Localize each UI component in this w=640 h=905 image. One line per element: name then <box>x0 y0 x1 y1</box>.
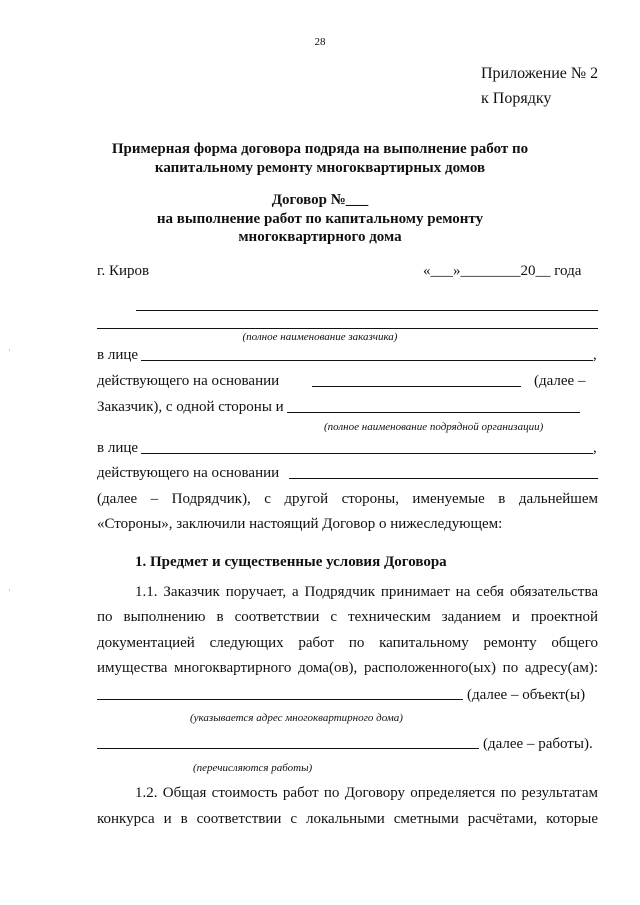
contract-number: Договор №___ <box>271 192 369 208</box>
contract-date: «___»________20__ года <box>423 263 582 279</box>
works-line <box>97 748 479 749</box>
customer-name-line-2 <box>97 328 598 329</box>
address-line <box>97 699 463 700</box>
contractor-caption: (полное наименование подрядной организации) <box>324 421 544 433</box>
representative-line-2 <box>141 453 593 454</box>
in-person-label-2: в лице <box>97 440 139 456</box>
scan-mark: · <box>8 585 11 595</box>
contract-title-line-2: на выполнение работ по капитальному ремонту <box>156 211 484 227</box>
form-title-line-1: Примерная форма договора подряда на выполнение работ по <box>111 141 529 157</box>
object-suffix: (далее – объект(ы) <box>467 687 586 703</box>
works-caption: (перечисляются работы) <box>193 762 313 774</box>
clause-1-2-line-2: конкурса и в соответствии с локальными сметными расчётами, которые <box>97 811 598 827</box>
form-title-line-2: капитальному ремонту многоквартирных домов <box>154 160 486 176</box>
page-number: 28 <box>314 36 326 48</box>
customer-name-line-1 <box>136 310 598 311</box>
acting-basis-label: действующего на основании <box>97 373 280 389</box>
clause-1-1-line-2: по выполнению в соответствии с техническим заданием и проектной <box>97 609 598 625</box>
in-person-label: в лице <box>97 347 139 363</box>
comma: , <box>593 347 597 363</box>
concluded-text: «Стороны», заключили настоящий Договор о нижеследующем: <box>97 516 503 532</box>
scan-mark: · <box>8 345 11 355</box>
clause-1-1-line-1: 1.1. Заказчик поручает, а Подрядчик принимает на себя обязательства <box>135 584 598 600</box>
basis-line <box>312 386 521 387</box>
hereinafter-label: (далее – <box>534 373 586 389</box>
customer-caption: (полное наименование заказчика) <box>242 331 398 343</box>
comma-2: , <box>593 440 597 456</box>
clause-1-2-line-1: 1.2. Общая стоимость работ по Договору определяется по результатам <box>135 785 598 801</box>
basis-line-2 <box>289 478 598 479</box>
appendix-reference: к Порядку <box>481 90 552 107</box>
clause-1-1-line-4: имущества многоквартирного дома(ов), расположенного(ых) по адресу(ам): <box>97 660 598 676</box>
contract-title-line-3: многоквартирного дома <box>238 229 402 245</box>
appendix-number: Приложение № 2 <box>481 65 599 82</box>
contractor-side-text: (далее – Подрядчик), с другой стороны, именуемые в дальнейшем <box>97 491 598 507</box>
city: г. Киров <box>97 263 150 279</box>
representative-line <box>141 360 593 361</box>
clause-1-1-line-3: документацией следующих работ по капитальному ремонту общего <box>97 635 598 651</box>
customer-side-label: Заказчик), с одной стороны и <box>97 399 284 415</box>
acting-basis-label-2: действующего на основании <box>97 465 280 481</box>
contractor-name-line <box>287 412 580 413</box>
section-1-heading: 1. Предмет и существенные условия Договора <box>135 554 447 570</box>
works-suffix: (далее – работы). <box>483 736 593 752</box>
address-caption: (указывается адрес многоквартирного дома) <box>190 712 403 724</box>
